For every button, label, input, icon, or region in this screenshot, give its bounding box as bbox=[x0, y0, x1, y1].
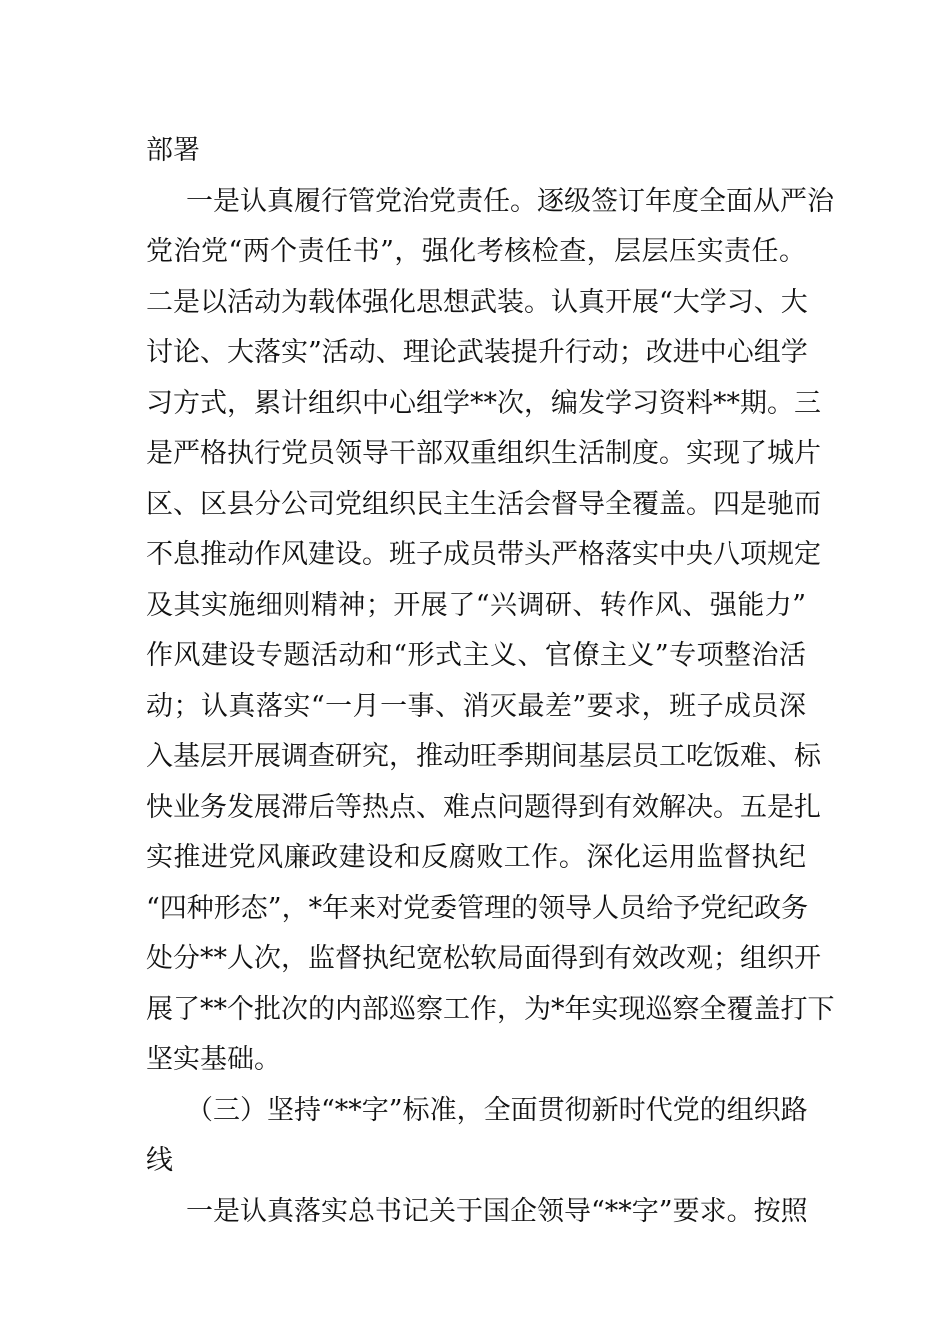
text-line: 部署 bbox=[146, 135, 200, 166]
paragraph-start-line: 一是认真履行管党治党责任。逐级签订年度全面从严治 bbox=[186, 186, 834, 217]
text-line: “四种形态”，*年来对党委管理的领导人员给予党纪政务 bbox=[146, 893, 809, 924]
text-line: 二是以活动为载体强化思想武装。认真开展“大学习、大 bbox=[146, 287, 808, 318]
text-line: 区、区县分公司党组织民主生活会督导全覆盖。四是驰而 bbox=[146, 489, 821, 520]
text-line: 党治党“两个责任书”，强化考核检查，层层压实责任。 bbox=[146, 236, 806, 267]
text-line: 入基层开展调查研究，推动旺季期间基层员工吃饭难、标 bbox=[146, 741, 821, 772]
text-line: 是严格执行党员领导干部双重组织生活制度。实现了城片 bbox=[146, 438, 821, 469]
text-line: 处分**人次，监督执纪宽松软局面得到有效改观；组织开 bbox=[146, 943, 821, 974]
text-line: 及其实施细则精神；开展了“兴调研、转作风、强能力” bbox=[146, 590, 806, 621]
text-line: 动；认真落实“一月一事、消灭最差”要求，班子成员深 bbox=[146, 691, 806, 722]
text-line: 展了**个批次的内部巡察工作，为*年实现巡察全覆盖打下 bbox=[146, 994, 835, 1025]
text-line: 实推进党风廉政建设和反腐败工作。深化运用监督执纪 bbox=[146, 842, 806, 873]
text-line: 坚实基础。 bbox=[146, 1044, 281, 1075]
text-line: 作风建设专题活动和“形式主义、官僚主义”专项整治活 bbox=[146, 640, 806, 671]
text-line: 讨论、大落实”活动、理论武装提升行动；改进中心组学 bbox=[146, 337, 808, 368]
text-line: 快业务发展滞后等热点、难点问题得到有效解决。五是扎 bbox=[146, 792, 821, 823]
text-line: 不息推动作风建设。班子成员带头严格落实中央八项规定 bbox=[146, 539, 821, 570]
section-heading-continuation: 线 bbox=[146, 1145, 173, 1176]
text-line: 习方式，累计组织中心组学**次，编发学习资料**期。三 bbox=[146, 388, 821, 419]
paragraph-start-line: 一是认真落实总书记关于国企领导“**字”要求。按照 bbox=[186, 1196, 808, 1227]
section-heading: （三）坚持“**字”标准，全面贯彻新时代党的组织路 bbox=[186, 1095, 808, 1126]
